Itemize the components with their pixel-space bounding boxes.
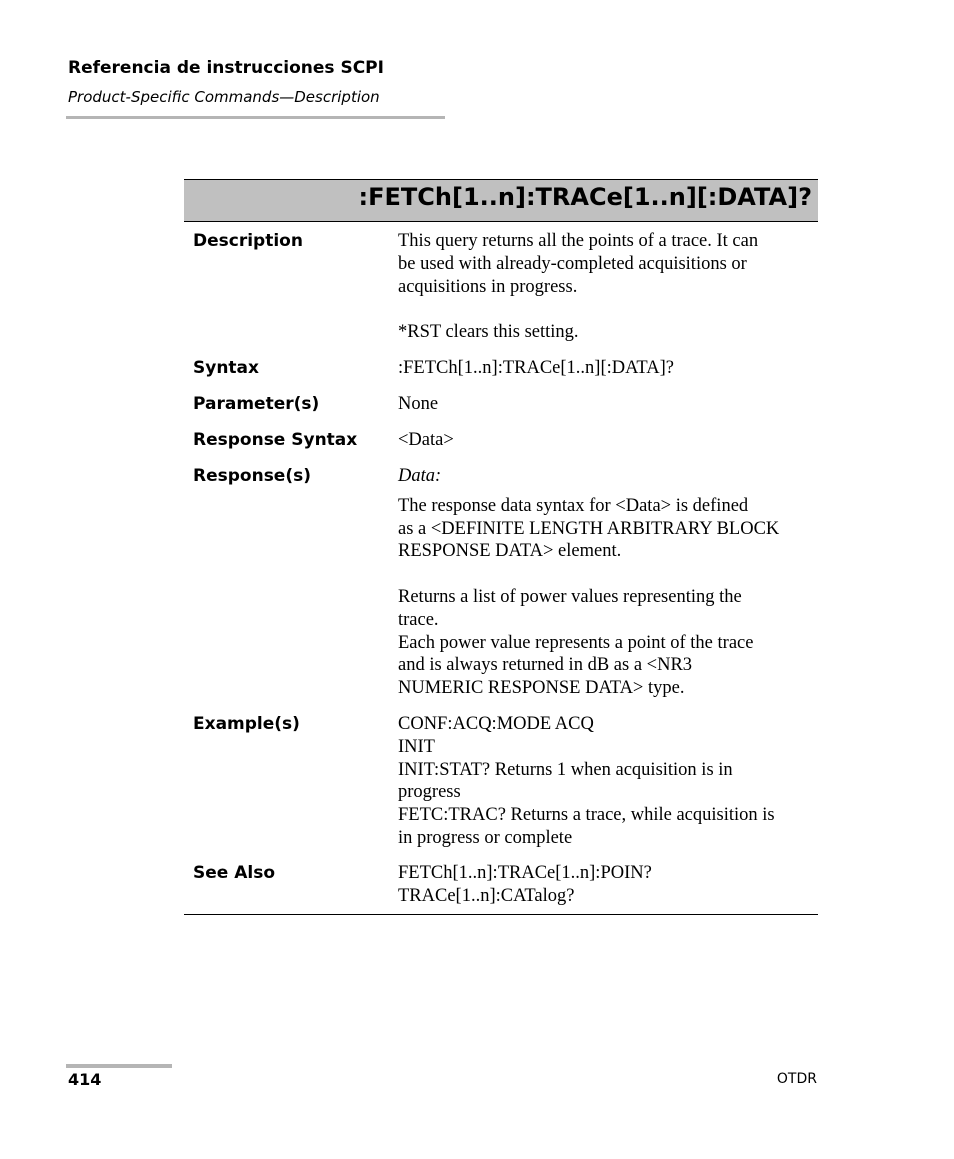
see-also-value bbox=[398, 862, 818, 908]
response-name: Data: bbox=[398, 466, 442, 486]
example-line: INIT bbox=[398, 736, 435, 757]
page-number: 414 bbox=[68, 1070, 102, 1089]
syntax-value: :FETCh[1..n]:TRACe[1..n][:DATA]? bbox=[398, 358, 674, 378]
description-value bbox=[398, 230, 818, 344]
response-line: NUMERIC RESPONSE DATA> type. bbox=[398, 678, 685, 699]
response-line: trace. bbox=[398, 609, 439, 630]
responses-label: Response(s) bbox=[193, 466, 311, 486]
example-line: CONF:ACQ:MODE ACQ bbox=[398, 714, 594, 734]
see-also-label: See Also bbox=[193, 863, 276, 883]
see-also-line: TRACe[1..n]:CATalog? bbox=[398, 885, 575, 906]
response-syntax-label: Response Syntax bbox=[193, 430, 358, 450]
page-header-subtitle: Product-Specific Commands—Description bbox=[68, 88, 380, 106]
command-title-bar bbox=[184, 179, 818, 222]
table-bottom-rule bbox=[184, 914, 818, 915]
response-syntax-value: <Data> bbox=[398, 430, 454, 450]
response-line: and is always returned in dB as a <NR3 bbox=[398, 655, 693, 676]
response-line: as a <DEFINITE LENGTH ARBITRARY BLOCK bbox=[398, 518, 780, 539]
response-line: The response data syntax for <Data> is defined bbox=[398, 495, 749, 516]
response-line: Each power value represents a point of the trace bbox=[398, 632, 754, 653]
example-line: INIT:STAT? Returns 1 when acquisition is in bbox=[398, 759, 733, 780]
description-label: Description bbox=[193, 231, 303, 251]
description-line: This query returns all the points of a trace. It can bbox=[398, 231, 759, 251]
page-header-title: Referencia de instrucciones SCPI bbox=[68, 58, 384, 78]
examples-label: Example(s) bbox=[193, 714, 300, 734]
description-line: be used with already-completed acquisitions or bbox=[398, 253, 747, 274]
example-line: progress bbox=[398, 782, 461, 803]
description-line: *RST clears this setting. bbox=[398, 322, 579, 343]
footer-divider bbox=[66, 1064, 172, 1068]
example-line: in progress or complete bbox=[398, 827, 573, 848]
product-name: OTDR bbox=[776, 1071, 817, 1087]
parameters-value: None bbox=[398, 394, 439, 414]
command-title: :FETCh[1..n]:TRACe[1..n][:DATA]? bbox=[358, 183, 812, 211]
parameters-label: Parameter(s) bbox=[193, 394, 320, 414]
description-line: acquisitions in progress. bbox=[398, 276, 578, 297]
response-line: RESPONSE DATA> element. bbox=[398, 541, 622, 562]
example-line: FETC:TRAC? Returns a trace, while acquisition is bbox=[398, 805, 775, 826]
syntax-label: Syntax bbox=[193, 358, 259, 378]
header-divider bbox=[66, 116, 445, 119]
responses-value bbox=[398, 465, 818, 700]
response-line: Returns a list of power values representing the bbox=[398, 586, 742, 607]
see-also-line: FETCh[1..n]:TRACe[1..n]:POIN? bbox=[398, 863, 652, 883]
examples-value bbox=[398, 713, 818, 850]
